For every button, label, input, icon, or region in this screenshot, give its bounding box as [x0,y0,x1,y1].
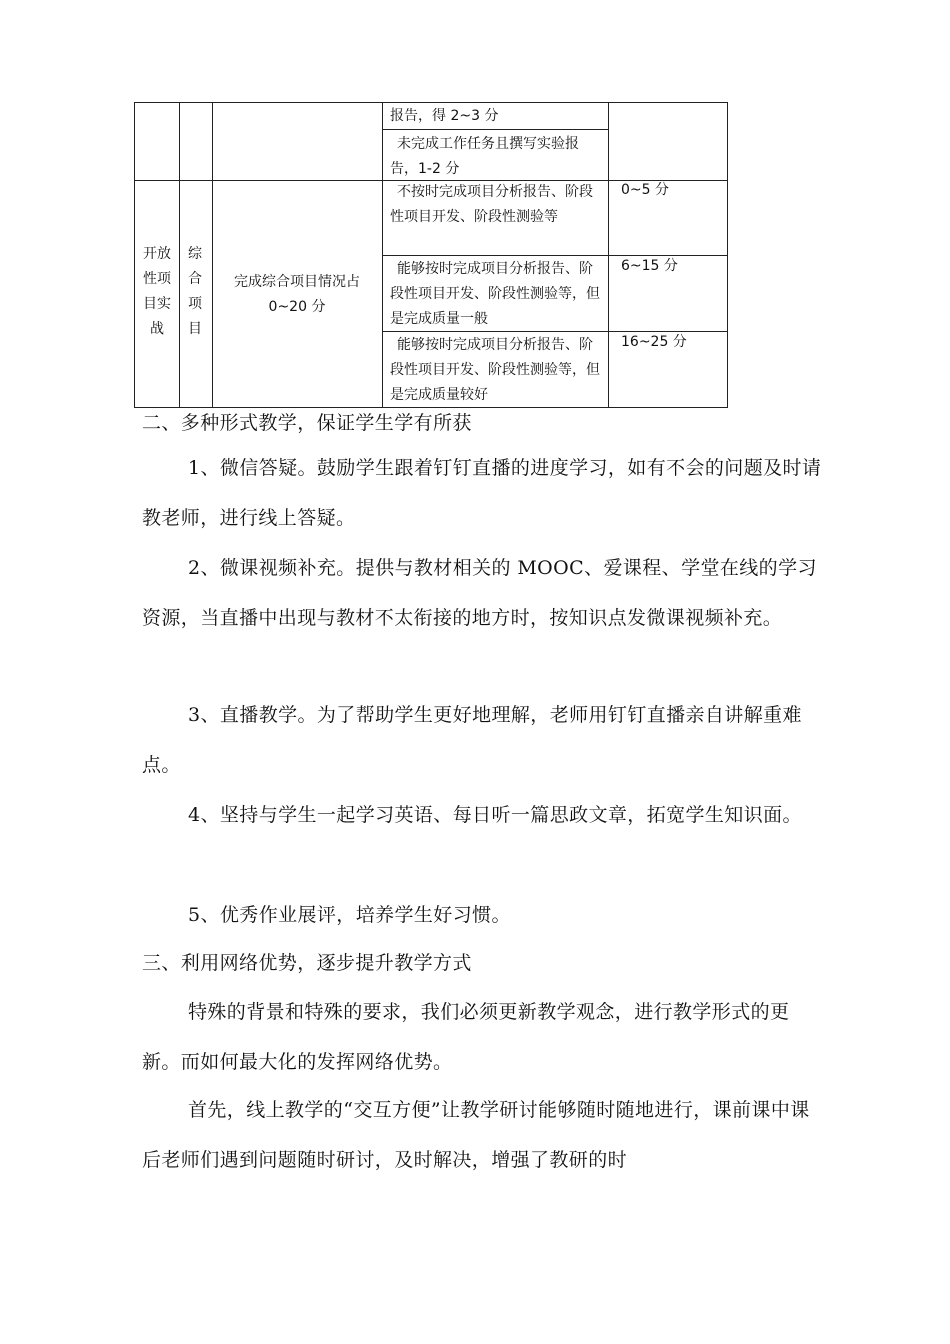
criteria-cell: 不按时完成项目分析报告、阶段性项目开发、阶段性测验等 [390,184,593,225]
criteria-cell: 能够按时完成项目分析报告、阶段性项目开发、阶段性测验等，但是完成质量较好 [390,337,600,403]
score-table [134,102,728,408]
item-label-cell: 综合项目 [188,246,202,337]
list-item: 4、坚持与学生一起学习英语、每日听一篇思政文章，拓宽学生知识面。 [188,804,802,826]
paragraph: 特殊的背景和特殊的要求，我们必须更新教学观念，进行教学形式的更新。而如何最大化的发挥网络优势。 [142,1001,790,1073]
description-cell: 完成综合项目情况占 0~20 分 [234,274,360,315]
criteria-cell: 未完成工作任务且撰写实验报告，1-2 分 [390,136,579,177]
section-label-cell: 开放性项目实战 [143,246,171,337]
paragraph: 首先，线上教学的“交互方便”让教学研讨能够随时随地进行，课前课中课后老师们遇到问题随时研讨，及时解决，增强了教研的时 [142,1099,810,1171]
list-item: 3、直播教学。为了帮助学生更好地理解，老师用钉钉直播亲自讲解重难点。 [142,704,802,776]
list-item: 5、优秀作业展评，培养学生好习惯。 [188,904,511,926]
list-item: 1、微信答疑。鼓励学生跟着钉钉直播的进度学习，如有不会的问题及时请教老师，进行线上答疑。 [142,457,822,529]
section-heading: 三、利用网络优势，逐步提升教学方式 [142,952,472,974]
list-item: 2、微课视频补充。提供与教材相关的 MOOC、爱课程、学堂在线的学习资源，当直播中出现与教材不太衔接的地方时，按知识点发微课视频补充。 [142,557,817,629]
section-heading: 二、多种形式教学，保证学生学有所获 [142,412,472,434]
score-cell: 6~15 分 [621,258,678,274]
criteria-cell: 能够按时完成项目分析报告、阶段性项目开发、阶段性测验等，但是完成质量一般 [390,261,600,327]
score-cell: 0~5 分 [621,182,669,198]
criteria-cell: 报告，得 2~3 分 [390,108,499,124]
score-cell: 16~25 分 [621,334,687,350]
